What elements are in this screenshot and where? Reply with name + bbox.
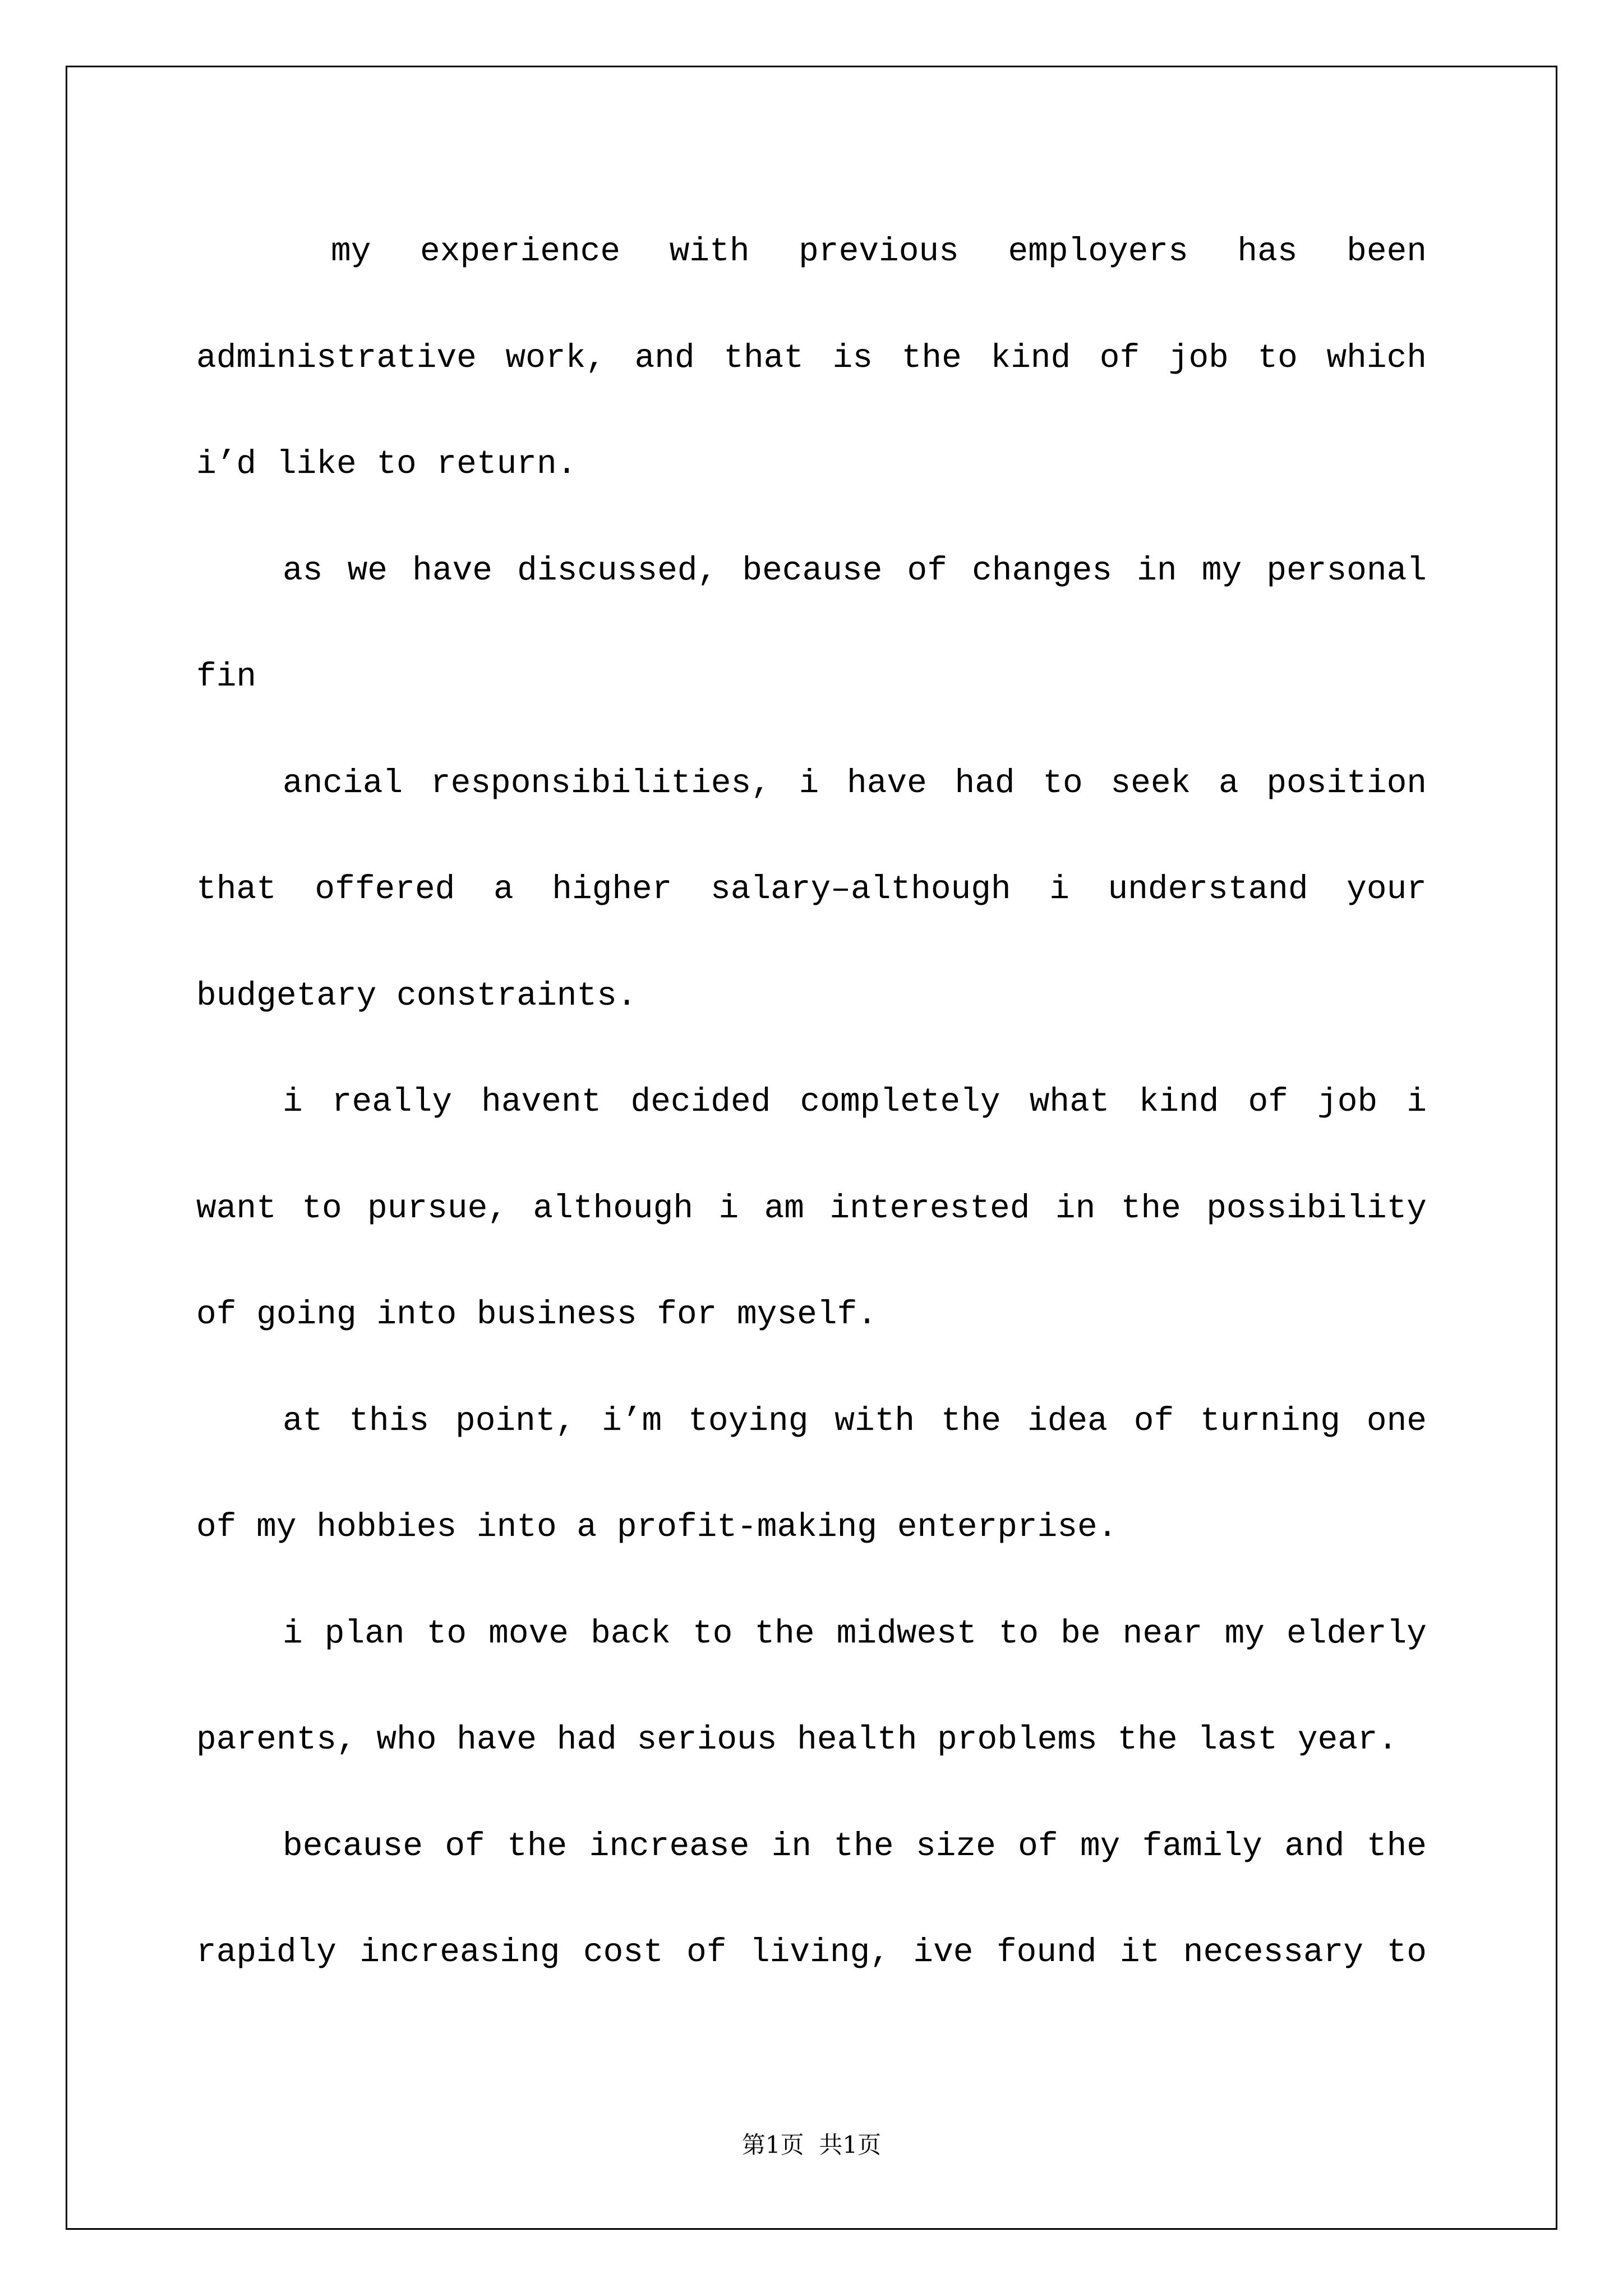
text-line: of my hobbies into a profit-making enterprise. <box>196 1508 1118 1546</box>
text-line: i plan to move back to the midwest to be near my elderly <box>283 1614 1427 1653</box>
text-line: fin <box>196 657 257 696</box>
text-line: i’d like to return. <box>196 445 577 483</box>
text-line: want to pursue, although i am interested in the possibility <box>196 1189 1427 1227</box>
text-line: my experience with previous employers has been <box>331 232 1427 270</box>
text-line: as we have discussed, because of changes in my personal <box>283 551 1427 590</box>
text-line: rapidly increasing cost of living, ive found it necessary to <box>196 1933 1427 1971</box>
text-line: because of the increase in the size of my family and the <box>283 1826 1427 1865</box>
text-line: at this point, i’m toying with the idea of turning one <box>283 1401 1427 1440</box>
text-line: administrative work, and that is the kind of job to which <box>196 338 1427 377</box>
document-body <box>196 199 1427 2006</box>
paragraph <box>196 730 1427 1050</box>
text-line: parents, who have had serious health problems the last year. <box>196 1720 1398 1759</box>
paragraph <box>196 1049 1427 1368</box>
paragraph <box>196 1368 1427 1581</box>
text-line: that offered a higher salary–although i understand your <box>196 870 1427 908</box>
paragraph <box>196 518 1427 730</box>
text-line: i really havent decided completely what kind of job i <box>283 1083 1427 1121</box>
text-line: ancial responsibilities, i have had to seek a position <box>283 763 1427 802</box>
paragraph <box>196 199 1427 518</box>
text-line: budgetary constraints. <box>196 976 637 1015</box>
page-number-footer: 第1页 共1页 <box>741 2131 882 2159</box>
paragraph <box>196 1793 1427 2006</box>
paragraph <box>196 1581 1427 1793</box>
text-line: of going into business for myself. <box>196 1295 877 1333</box>
